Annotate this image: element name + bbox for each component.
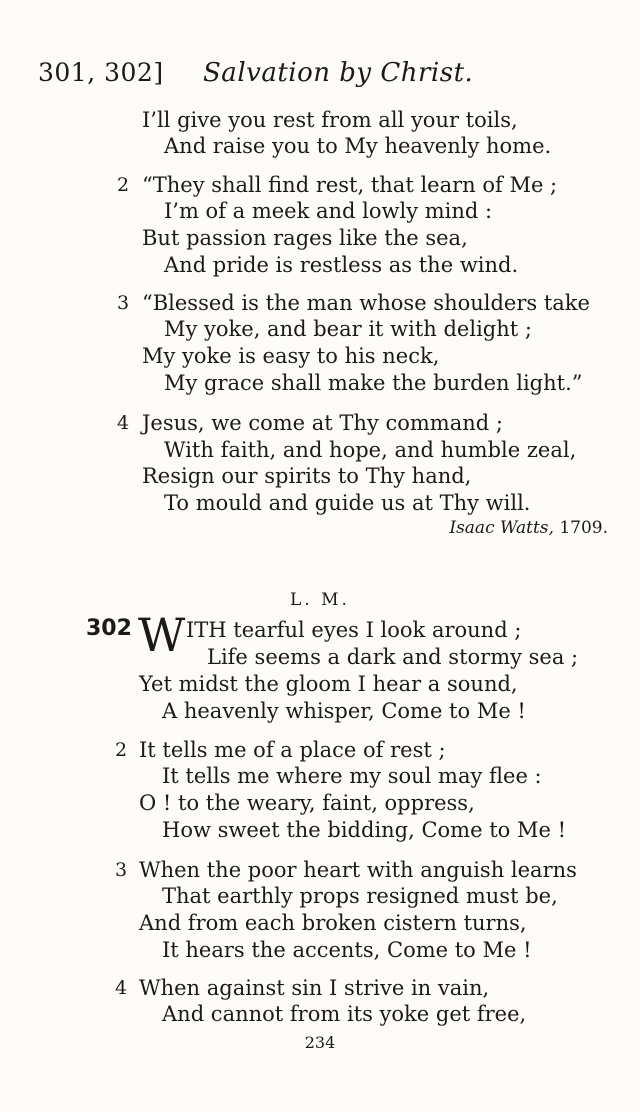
verse-line: My grace shall make the burden light.” [164,371,583,395]
author-name: Isaac Watts, [449,518,554,538]
verse-line: Yet midst the gloom I hear a sound, [139,672,518,696]
meter-label: L. M. [290,590,350,610]
stanza-number: 3 [117,292,130,314]
stanza-number: 3 [115,859,128,881]
verse-line: When the poor heart with anguish learns [139,858,577,882]
verse-line: It hears the accents, Come to Me ! [162,938,532,962]
header-hymn-numbers: 301, 302] [38,58,164,87]
drop-cap-letter: W [138,608,186,662]
verse-line: O ! to the weary, faint, oppress, [139,791,475,815]
verse-line: It tells me where my soul may flee : [162,764,542,788]
hymn-attribution [449,518,608,538]
verse-line: That earthly props resigned must be, [162,884,558,908]
verse-line: Jesus, we come at Thy command ; [142,411,503,435]
verse-line: And cannot from its yoke get free, [162,1002,527,1026]
verse-line: My yoke is easy to his neck, [142,344,440,368]
verse-line: My yoke, and bear it with delight ; [164,317,532,341]
stanza-number: 2 [117,174,130,196]
author-year: 1709. [559,518,608,538]
verse-line: With faith, and hope, and humble zeal, [164,438,577,462]
verse-line: When against sin I strive in vain, [139,976,490,1000]
stanza-number: 2 [115,739,128,761]
hymn-number: 302 [86,616,132,641]
verse-line: A heavenly whisper, Come to Me ! [162,699,526,723]
verse-line: And from each broken cistern turns, [139,911,527,935]
verse-line: Resign our spirits to Thy hand, [142,464,472,488]
verse-line: To mould and guide us at Thy will. [164,491,531,515]
header-section-title: Salvation by Christ. [203,58,474,88]
page-number: 234 [304,1033,336,1052]
stanza-number: 4 [115,977,128,999]
stanza-number: 4 [117,412,130,434]
verse-line: “Blessed is the man whose shoulders take [142,291,590,315]
verse-line: I’m of a meek and lowly mind : [164,199,493,223]
verse-line: How sweet the bidding, Come to Me ! [162,818,567,842]
verse-line: “They shall find rest, that learn of Me ; [142,173,558,197]
verse-line: And pride is restless as the wind. [164,253,519,277]
page-header [38,58,600,92]
verse-line: I’ll give you rest from all your toils, [142,108,518,132]
verse-line: And raise you to My heavenly home. [164,134,552,158]
verse-line: It tells me of a place of rest ; [139,738,446,762]
verse-line: ITH tearful eyes I look around ; [186,618,522,642]
verse-line: But passion rages like the sea, [142,226,468,250]
verse-line: Life seems a dark and stormy sea ; [207,645,579,669]
